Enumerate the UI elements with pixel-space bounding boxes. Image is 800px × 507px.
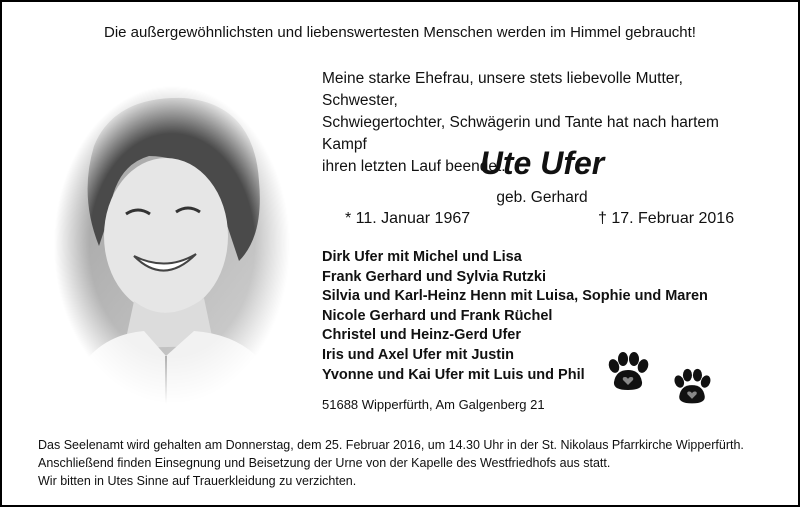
mourner-entry: Nicole Gerhard und Frank Rüchel	[322, 307, 553, 324]
maiden-name: geb. Gerhard	[496, 189, 588, 206]
paw-heart-icon	[672, 367, 712, 407]
intro-line: ihren letzten Lauf beendet.	[322, 158, 506, 175]
portrait-photo	[54, 86, 290, 404]
closing-line: Anschließend finden Einsegnung und Beisetzung der Urne von der Kapelle des Westfriedhofs aus statt.	[38, 456, 611, 470]
motto: Die außergewöhnlichsten und liebenswertesten Menschen werden im Himmel gebraucht!	[104, 24, 696, 41]
death-date: † 17. Februar 2016	[598, 210, 735, 227]
closing-text	[38, 436, 744, 490]
mourner-entry: Dirk Ufer mit Michel und Lisa	[322, 249, 522, 265]
closing-line: Das Seelenamt wird gehalten am Donnerstag, dem 25. Februar 2016, um 14.30 Uhr in der St. Nikolaus Pfarrkirche Wipperfürth.	[38, 438, 744, 452]
mourner-entry: Silvia und Karl-Heinz Henn mit Luisa, Sophie und Maren	[322, 288, 708, 305]
mourner-entry: Christel und Heinz-Gerd Ufer	[322, 327, 521, 344]
mourner-entry: Iris und Axel Ufer mit Justin	[322, 346, 515, 363]
mourners-list	[322, 248, 708, 385]
intro-line: Schwiegertochter, Schwägerin und Tante hat nach hartem Kampf	[322, 114, 719, 153]
closing-line: Wir bitten in Utes Sinne auf Trauerkleidung zu verzichten.	[38, 474, 357, 488]
mourner-entry: Yvonne und Kai Ufer mit Luis und Phil	[322, 366, 585, 383]
intro-line: Meine starke Ehefrau, unsere stets liebevolle Mutter, Schwester,	[322, 70, 683, 109]
deceased-name: Ute Ufer	[479, 145, 605, 181]
address: 51688 Wipperfürth, Am Galgenberg 21	[322, 397, 545, 412]
birth-date: * 11. Januar 1967	[345, 210, 471, 227]
paw-heart-icon	[606, 352, 650, 392]
mourner-entry: Frank Gerhard und Sylvia Rutzki	[322, 268, 546, 285]
